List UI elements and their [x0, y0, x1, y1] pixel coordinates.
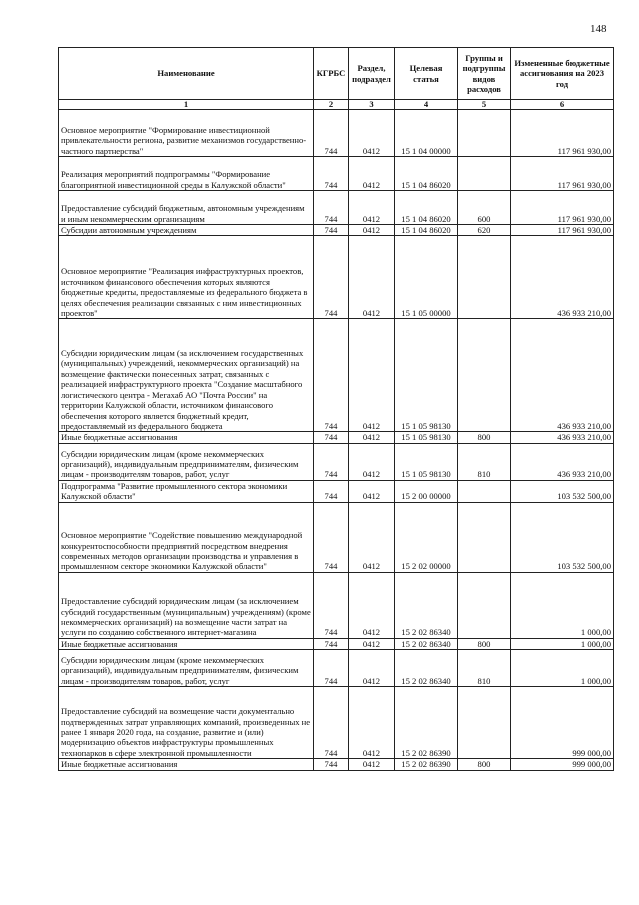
- cell-group: 620: [458, 225, 511, 236]
- cell-kgrbs: 744: [314, 572, 349, 638]
- cell-name: Основное мероприятие "Реализация инфраструктурных проектов, источником финансового обеспечения которых являются бюджетные кредиты, предоставляемые из федерального бюджета в целях обеспечения реализации связанных с ним инвестиционных проектов": [59, 236, 314, 319]
- page-number: 148: [590, 23, 607, 35]
- cell-kgrbs: 744: [314, 480, 349, 502]
- cell-article: 15 1 04 00000: [395, 110, 458, 157]
- cell-name: Субсидии юридическим лицам (за исключением государственных (муниципальных) учреждений, некоммерческих организаций) на возмещение фактически понесенных затрат, связанных с реализацией инфраструктурного проекта "Создание масштабного логистического центра - Мегахаб АО "Почта России" на территории Калужской области, источником финансового обеспечения которого является бюджетный кредит, предоставляемый из федерального бюджета: [59, 319, 314, 432]
- cell-amount: 117 961 930,00: [511, 225, 614, 236]
- cell-amount: 117 961 930,00: [511, 157, 614, 191]
- table-row: [59, 638, 614, 649]
- table-row: [59, 236, 614, 319]
- table-row: [59, 687, 614, 759]
- table-row: [59, 319, 614, 432]
- table-row: [59, 191, 614, 225]
- cell-amount: 1 000,00: [511, 650, 614, 687]
- cell-group: 800: [458, 432, 511, 443]
- cell-article: 15 1 05 98130: [395, 319, 458, 432]
- cell-kgrbs: 744: [314, 191, 349, 225]
- cell-section: 0412: [349, 110, 395, 157]
- cell-name: Иные бюджетные ассигнования: [59, 638, 314, 649]
- column-number: 4: [395, 100, 458, 110]
- table-row: [59, 502, 614, 572]
- table-row: [59, 480, 614, 502]
- cell-name: Предоставление субсидий бюджетным, автономным учреждениям и иным некоммерческим организациям: [59, 191, 314, 225]
- cell-section: 0412: [349, 650, 395, 687]
- cell-kgrbs: 744: [314, 443, 349, 480]
- cell-section: 0412: [349, 443, 395, 480]
- table-row: [59, 432, 614, 443]
- cell-group: 810: [458, 443, 511, 480]
- cell-kgrbs: 744: [314, 650, 349, 687]
- table-body: [59, 110, 614, 771]
- cell-amount: 117 961 930,00: [511, 110, 614, 157]
- cell-amount: 436 933 210,00: [511, 443, 614, 480]
- cell-amount: 436 933 210,00: [511, 319, 614, 432]
- cell-name: Субсидии автономным учреждениям: [59, 225, 314, 236]
- cell-kgrbs: 744: [314, 110, 349, 157]
- cell-section: 0412: [349, 157, 395, 191]
- cell-article: 15 2 02 86390: [395, 687, 458, 759]
- cell-amount: 103 532 500,00: [511, 480, 614, 502]
- cell-section: 0412: [349, 236, 395, 319]
- table-row: [59, 650, 614, 687]
- cell-section: 0412: [349, 225, 395, 236]
- table-row: [59, 443, 614, 480]
- cell-kgrbs: 744: [314, 225, 349, 236]
- cell-amount: 436 933 210,00: [511, 236, 614, 319]
- cell-amount: 999 000,00: [511, 687, 614, 759]
- cell-name: Субсидии юридическим лицам (кроме некоммерческих организаций), индивидуальным предпринимателям, физическим лицам - производителям товаров, работ, услуг: [59, 443, 314, 480]
- cell-section: 0412: [349, 502, 395, 572]
- header-section: Раздел, подраздел: [349, 48, 395, 100]
- table-row: [59, 157, 614, 191]
- cell-article: 15 2 02 86340: [395, 650, 458, 687]
- header-article: Целевая статья: [395, 48, 458, 100]
- cell-section: 0412: [349, 572, 395, 638]
- cell-section: 0412: [349, 432, 395, 443]
- header-amount: Измененные бюджетные ассигнования на 2023 год: [511, 48, 614, 100]
- cell-article: 15 2 02 86390: [395, 759, 458, 770]
- table-row: [59, 225, 614, 236]
- column-number: 2: [314, 100, 349, 110]
- cell-article: 15 1 05 98130: [395, 432, 458, 443]
- cell-section: 0412: [349, 191, 395, 225]
- cell-article: 15 1 05 98130: [395, 443, 458, 480]
- cell-name: Подпрограмма "Развитие промышленного сектора экономики Калужской области": [59, 480, 314, 502]
- cell-kgrbs: 744: [314, 638, 349, 649]
- cell-article: 15 1 04 86020: [395, 191, 458, 225]
- cell-kgrbs: 744: [314, 319, 349, 432]
- cell-kgrbs: 744: [314, 759, 349, 770]
- header-name: Наименование: [59, 48, 314, 100]
- cell-group: [458, 502, 511, 572]
- cell-group: [458, 480, 511, 502]
- cell-article: 15 2 02 00000: [395, 502, 458, 572]
- cell-amount: 999 000,00: [511, 759, 614, 770]
- cell-group: 800: [458, 638, 511, 649]
- cell-article: 15 2 02 86340: [395, 572, 458, 638]
- column-number: 1: [59, 100, 314, 110]
- cell-kgrbs: 744: [314, 236, 349, 319]
- table-row: [59, 110, 614, 157]
- cell-name: Предоставление субсидий юридическим лицам (за исключением субсидий государственным (муниципальным) учреждениям) (кроме некоммерческих организаций) на возмещение части затрат на услуги по созданию собственного интернет-магазина: [59, 572, 314, 638]
- cell-group: [458, 157, 511, 191]
- cell-kgrbs: 744: [314, 687, 349, 759]
- cell-name: Предоставление субсидий на возмещение части документально подтвержденных затрат управляющих компаний, произведенных не ранее 1 января 2020 года, на создание, развитие и (или) модернизацию объектов инфраструктуры промышленных технопарков в сфере электронной промышленности: [59, 687, 314, 759]
- cell-group: [458, 687, 511, 759]
- cell-section: 0412: [349, 759, 395, 770]
- cell-group: [458, 572, 511, 638]
- column-number: 5: [458, 100, 511, 110]
- budget-table: [58, 47, 614, 771]
- cell-group: 600: [458, 191, 511, 225]
- cell-article: 15 2 02 86340: [395, 638, 458, 649]
- header-row: [59, 48, 614, 100]
- cell-kgrbs: 744: [314, 502, 349, 572]
- table-row: [59, 572, 614, 638]
- cell-article: 15 1 05 00000: [395, 236, 458, 319]
- cell-name: Иные бюджетные ассигнования: [59, 759, 314, 770]
- cell-article: 15 1 04 86020: [395, 157, 458, 191]
- table-row: [59, 759, 614, 770]
- cell-group: 810: [458, 650, 511, 687]
- cell-kgrbs: 744: [314, 157, 349, 191]
- cell-group: [458, 236, 511, 319]
- column-number-row: [59, 100, 614, 110]
- column-number: 6: [511, 100, 614, 110]
- cell-article: 15 1 04 86020: [395, 225, 458, 236]
- column-number: 3: [349, 100, 395, 110]
- cell-group: [458, 110, 511, 157]
- cell-name: Иные бюджетные ассигнования: [59, 432, 314, 443]
- cell-kgrbs: 744: [314, 432, 349, 443]
- cell-amount: 103 532 500,00: [511, 502, 614, 572]
- cell-amount: 436 933 210,00: [511, 432, 614, 443]
- cell-article: 15 2 00 00000: [395, 480, 458, 502]
- cell-group: 800: [458, 759, 511, 770]
- header-groups: Группы и подгруппы видов расходов: [458, 48, 511, 100]
- cell-amount: 117 961 930,00: [511, 191, 614, 225]
- cell-group: [458, 319, 511, 432]
- cell-name: Реализация мероприятий подпрограммы "Формирование благоприятной инвестиционной среды в Калужской области": [59, 157, 314, 191]
- cell-name: Основное мероприятие "Формирование инвестиционной привлекательности региона, развитие механизмов государственно-частного партнерства": [59, 110, 314, 157]
- cell-name: Основное мероприятие "Содействие повышению международной конкурентоспособности предприятий посредством внедрения современных методов организации производства и управления в промышленном секторе экономики Калужской области": [59, 502, 314, 572]
- cell-section: 0412: [349, 638, 395, 649]
- cell-amount: 1 000,00: [511, 638, 614, 649]
- cell-section: 0412: [349, 319, 395, 432]
- header-kgrbs: КГРБС: [314, 48, 349, 100]
- cell-name: Субсидии юридическим лицам (кроме некоммерческих организаций), индивидуальным предпринимателям, физическим лицам - производителям товаров, работ, услуг: [59, 650, 314, 687]
- cell-section: 0412: [349, 687, 395, 759]
- cell-amount: 1 000,00: [511, 572, 614, 638]
- cell-section: 0412: [349, 480, 395, 502]
